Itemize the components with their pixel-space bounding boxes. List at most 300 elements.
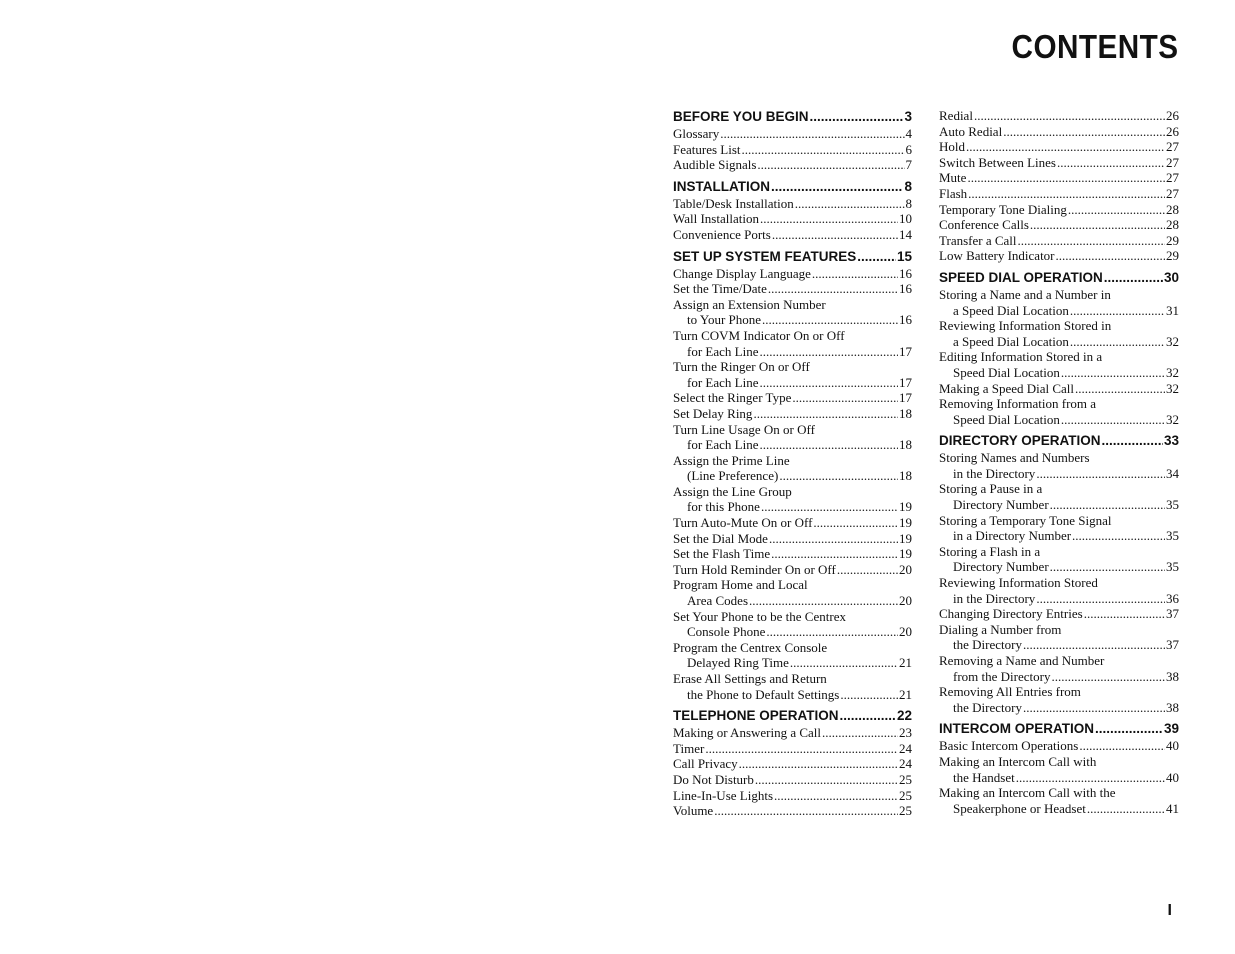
toc-entry-line	[939, 202, 1179, 218]
section-page-number: 22	[896, 708, 912, 724]
toc-entry-text: Redial	[939, 108, 973, 123]
toc-entry-text: for this Phone	[687, 499, 760, 515]
dot-leader	[705, 741, 898, 757]
toc-entry-line	[673, 281, 912, 297]
toc-entry-text: Features List	[673, 141, 741, 157]
toc-entry[interactable]	[673, 126, 912, 142]
toc-entry[interactable]	[673, 577, 912, 608]
toc-entry-text: Set Delay Ring	[673, 405, 753, 421]
toc-entry-line	[673, 772, 912, 788]
toc-entry[interactable]	[939, 318, 1179, 349]
dot-leader	[749, 593, 898, 609]
toc-entry[interactable]	[673, 157, 912, 173]
dot-leader	[822, 725, 898, 741]
section-page-number: 33	[1163, 433, 1179, 449]
toc-entry[interactable]	[673, 227, 912, 243]
toc-entry-line	[939, 513, 1179, 529]
toc-entry-line	[673, 453, 912, 469]
dot-leader	[1023, 700, 1165, 716]
toc-entry-text: Set Your Phone to be the Centrex	[673, 608, 846, 624]
section-page-number: 8	[904, 178, 912, 194]
toc-entry-line	[939, 287, 1179, 303]
toc-entry-text: Storing a Pause in a	[939, 481, 1043, 497]
toc-page-number: 17	[899, 374, 912, 390]
toc-entry[interactable]	[673, 328, 912, 359]
dot-leader	[1057, 155, 1165, 171]
toc-entry-line	[939, 544, 1179, 560]
dot-leader	[1036, 466, 1165, 482]
toc-entry[interactable]	[673, 609, 912, 640]
toc-entry-text: Erase All Settings and Return	[673, 671, 827, 686]
toc-entry[interactable]	[939, 684, 1179, 715]
toc-entry-line	[939, 700, 1179, 716]
dot-leader	[1072, 528, 1165, 544]
toc-entry-line	[673, 562, 912, 578]
toc-entry-text: Volume	[673, 803, 714, 819]
toc-entry[interactable]	[673, 297, 912, 328]
toc-entry-text: Storing a Flash in a	[939, 543, 1041, 559]
dot-leader	[1016, 770, 1165, 786]
toc-entry-line	[939, 349, 1179, 365]
toc-entry[interactable]	[939, 248, 1179, 264]
toc-entry-line	[939, 606, 1179, 622]
toc-page-number: 19	[899, 546, 912, 562]
toc-entry-line	[939, 303, 1179, 319]
toc-entry[interactable]	[939, 349, 1179, 380]
toc-entry-text: Editing Information Stored in a	[939, 349, 1103, 365]
toc-entry-text: for Each Line	[687, 437, 759, 453]
toc-entry-text: Line-In-Use Lights	[673, 787, 774, 803]
toc-entry-line	[939, 622, 1179, 638]
dot-leader	[766, 624, 898, 640]
toc-entry[interactable]	[673, 142, 912, 158]
section-heading-text: DIRECTORY OPERATION	[939, 433, 1101, 449]
toc-page-number: 6	[905, 141, 912, 157]
toc-entry[interactable]	[673, 803, 912, 819]
toc-entry[interactable]	[939, 139, 1179, 155]
toc-page-number: 34	[1166, 465, 1179, 481]
toc-entry[interactable]	[939, 124, 1179, 140]
dot-leader	[810, 108, 904, 126]
toc-entry[interactable]	[673, 772, 912, 788]
dot-leader	[1070, 303, 1165, 319]
toc-page-number: 16	[899, 312, 912, 328]
toc-page-number: 24	[899, 740, 912, 756]
toc-entry[interactable]	[673, 640, 912, 671]
toc-entry-line	[673, 157, 912, 173]
toc-entry-text: Turn Hold Reminder On or Off	[673, 561, 836, 577]
toc-entry-text: Area Codes	[687, 593, 749, 609]
toc-entry[interactable]	[673, 406, 912, 422]
dot-leader	[720, 126, 904, 142]
toc-entry-line	[673, 437, 912, 453]
toc-page-number: 16	[899, 281, 912, 297]
dot-leader	[1068, 202, 1165, 218]
dot-leader	[768, 281, 898, 297]
toc-entry-line	[673, 725, 912, 741]
toc-entry-line	[673, 359, 912, 375]
toc-page-number: 24	[899, 756, 912, 772]
toc-page-number: 18	[899, 405, 912, 421]
dot-leader	[779, 468, 898, 484]
section-heading-text: INSTALLATION	[673, 178, 770, 194]
toc-section	[673, 248, 912, 703]
dot-leader	[714, 803, 898, 819]
toc-entry[interactable]	[939, 108, 1179, 124]
dot-leader	[966, 139, 1165, 155]
toc-section	[673, 707, 912, 819]
section-heading-text: SET UP SYSTEM FEATURES	[673, 248, 857, 264]
toc-entry-line	[673, 756, 912, 772]
toc-page-number: 26	[1166, 108, 1179, 123]
toc-entry[interactable]	[673, 531, 912, 547]
toc-page-number: 25	[899, 803, 912, 819]
toc-entry-text: Assign an Extension Number	[673, 296, 826, 312]
toc-entry[interactable]	[673, 196, 912, 212]
toc-page-number: 37	[1166, 606, 1179, 622]
dot-leader	[755, 772, 898, 788]
toc-entry[interactable]	[939, 381, 1179, 397]
dot-leader	[1087, 801, 1165, 817]
section-heading[interactable]	[939, 269, 1179, 287]
dot-leader	[837, 562, 898, 578]
dot-leader	[760, 211, 898, 227]
dot-leader	[1018, 233, 1165, 249]
toc-entry-text: Speed Dial Location	[953, 411, 1060, 427]
toc-entry-text: Switch Between Lines	[939, 154, 1056, 170]
dot-leader	[968, 186, 1165, 202]
toc-entry-line	[673, 406, 912, 422]
dot-leader	[774, 788, 898, 804]
toc-entry-line	[673, 515, 912, 531]
toc-entry[interactable]	[939, 622, 1179, 653]
toc-entry-text: Flash	[939, 185, 968, 201]
toc-entry-text: Changing Directory Entries	[939, 606, 1083, 622]
toc-entry-text: Set the Flash Time	[673, 546, 771, 562]
toc-entry-text: Set the Time/Date	[673, 281, 767, 297]
toc-entry-line	[939, 334, 1179, 350]
toc-entry[interactable]	[939, 450, 1179, 481]
section-page-number: 30	[1163, 269, 1179, 285]
toc-page-number: 35	[1166, 559, 1179, 575]
dot-leader	[759, 437, 898, 453]
toc-entry-text: to Your Phone	[687, 312, 762, 328]
toc-entry-text: Directory Number	[953, 497, 1049, 513]
toc-entry-text: Speakerphone or Headset	[953, 800, 1086, 816]
dot-leader	[771, 546, 898, 562]
dot-leader	[1050, 497, 1165, 513]
toc-page-number: 21	[899, 655, 912, 671]
toc-page-number: 17	[899, 343, 912, 359]
section-heading[interactable]	[939, 720, 1179, 738]
toc-entry-line	[673, 422, 912, 438]
toc-entry-line	[673, 499, 912, 515]
section-page-number: 15	[896, 248, 912, 264]
dot-leader	[769, 531, 898, 547]
toc-page-number: 19	[899, 515, 912, 531]
toc-entry-line	[939, 186, 1179, 202]
toc-entry[interactable]	[939, 785, 1179, 816]
toc-entry[interactable]	[939, 653, 1179, 684]
toc-entry[interactable]	[673, 546, 912, 562]
section-heading[interactable]	[939, 432, 1179, 450]
toc-section	[939, 108, 1179, 264]
toc-entry-text: the Phone to Default Settings	[687, 686, 840, 702]
toc-page-number: 35	[1166, 528, 1179, 544]
toc-entry[interactable]	[673, 211, 912, 227]
toc-entry[interactable]	[939, 155, 1179, 171]
dot-leader	[812, 266, 898, 282]
dot-leader	[840, 687, 898, 703]
toc-page-number: 14	[899, 226, 912, 242]
dot-leader	[1070, 334, 1165, 350]
toc-section	[939, 269, 1179, 427]
toc-entry-line	[673, 328, 912, 344]
toc-entry-text: Wall Installation	[673, 211, 759, 227]
toc-entry-line	[939, 170, 1179, 186]
section-heading-text: SPEED DIAL OPERATION	[939, 269, 1103, 285]
toc-entry-line	[673, 687, 912, 703]
toc-entry[interactable]	[673, 453, 912, 484]
toc-page-number: 10	[899, 211, 912, 227]
toc-entry-text: Convenience Ports	[673, 226, 771, 242]
toc-entry[interactable]	[673, 671, 912, 702]
toc-entry[interactable]	[939, 287, 1179, 318]
toc-entry[interactable]	[673, 725, 912, 741]
toc-entry[interactable]	[673, 422, 912, 453]
toc-entry-line	[939, 466, 1179, 482]
toc-entry-line	[939, 637, 1179, 653]
toc-page-number: 20	[899, 624, 912, 640]
toc-entry-line	[673, 577, 912, 593]
dot-leader	[753, 406, 898, 422]
toc-entry-text: Transfer a Call	[939, 232, 1017, 248]
page-number: I	[1167, 902, 1172, 919]
dot-leader	[1003, 124, 1165, 140]
toc-entry-line	[939, 653, 1179, 669]
toc-entry-text: Hold	[939, 139, 965, 155]
toc-entry-text: the Handset	[953, 769, 1015, 785]
toc-entry-text: Console Phone	[687, 624, 766, 640]
toc-entry-line	[673, 375, 912, 391]
toc-entry-line	[939, 754, 1179, 770]
toc-entry-text: Do Not Disturb	[673, 771, 754, 787]
toc-page-number: 27	[1166, 170, 1179, 186]
toc-entry-line	[673, 142, 912, 158]
toc-entry-line	[673, 196, 912, 212]
dot-leader	[1030, 217, 1165, 233]
toc-entry[interactable]	[673, 741, 912, 757]
toc-page-number: 16	[899, 265, 912, 281]
toc-entry-text: Conference Calls	[939, 217, 1029, 233]
dot-leader	[1056, 248, 1165, 264]
toc-page-number: 25	[899, 771, 912, 787]
toc-entry[interactable]	[939, 396, 1179, 427]
toc-entry-text: Change Display Language	[673, 265, 811, 281]
toc-entry-line	[939, 381, 1179, 397]
toc-entry-text: (Line Preference)	[687, 468, 779, 484]
toc-page-number: 18	[899, 468, 912, 484]
toc-entry-text: Removing All Entries from	[939, 684, 1081, 700]
toc-page-number: 36	[1166, 590, 1179, 606]
toc-column-right	[939, 108, 1179, 821]
toc-page-number: 32	[1166, 364, 1179, 380]
toc-entry[interactable]	[673, 788, 912, 804]
toc-page-number: 25	[899, 787, 912, 803]
toc-page-number: 7	[905, 157, 912, 173]
dot-leader	[1084, 606, 1165, 622]
toc-entry[interactable]	[939, 186, 1179, 202]
toc-page-number: 20	[899, 593, 912, 609]
dot-leader	[1036, 591, 1165, 607]
toc-entry-text: Reviewing Information Stored in	[939, 318, 1112, 334]
toc-page-number: 41	[1166, 800, 1179, 816]
toc-page-number: 27	[1166, 185, 1179, 201]
toc-entry-text: Call Privacy	[673, 756, 738, 772]
toc-entry-line	[939, 669, 1179, 685]
dot-leader	[1075, 381, 1165, 397]
toc-entry-line	[939, 412, 1179, 428]
toc-entry-line	[939, 318, 1179, 334]
toc-entry[interactable]	[673, 484, 912, 515]
toc-entry-text: Reviewing Information Stored	[939, 575, 1098, 591]
toc-entry-line	[939, 801, 1179, 817]
toc-entry-line	[673, 788, 912, 804]
dot-leader	[795, 196, 905, 212]
toc-entry-text: Program Home and Local	[673, 577, 808, 593]
toc-entry[interactable]	[939, 606, 1179, 622]
toc-entry-text: Storing a Name and a Number in	[939, 286, 1111, 302]
toc-entry[interactable]	[939, 754, 1179, 785]
toc-entry-text: Turn COVM Indicator On or Off	[673, 327, 845, 343]
toc-entry[interactable]	[939, 481, 1179, 512]
toc-section	[939, 720, 1179, 816]
toc-entry[interactable]	[673, 515, 912, 531]
toc-entry-text: Making an Intercom Call with the	[939, 785, 1116, 801]
section-heading[interactable]	[673, 248, 912, 266]
toc-entry-text: Low Battery Indicator	[939, 248, 1055, 264]
dot-leader	[1061, 365, 1165, 381]
toc-page-number: 8	[905, 195, 912, 211]
toc-entry-line	[939, 139, 1179, 155]
toc-entry-text: Auto Redial	[939, 123, 1003, 139]
toc-entry-text: Basic Intercom Operations	[939, 738, 1079, 754]
toc-entry-line	[939, 684, 1179, 700]
toc-page-number: 19	[899, 530, 912, 546]
toc-entry-line	[673, 741, 912, 757]
toc-entry-text: Removing a Name and Number	[939, 653, 1105, 668]
section-heading[interactable]	[673, 707, 912, 725]
toc-entry-text: Directory Number	[953, 559, 1049, 575]
toc-entry[interactable]	[939, 544, 1179, 575]
toc-entry[interactable]	[673, 390, 912, 406]
toc-entry[interactable]	[673, 281, 912, 297]
section-heading[interactable]	[673, 178, 912, 196]
toc-entry[interactable]	[939, 170, 1179, 186]
toc-entry[interactable]	[939, 202, 1179, 218]
toc-entry-text: Audible Signals	[673, 157, 757, 173]
toc-entry[interactable]	[939, 575, 1179, 606]
toc-entry[interactable]	[673, 266, 912, 282]
toc-entry-line	[939, 450, 1179, 466]
toc-entry-line	[939, 738, 1179, 754]
toc-page-number: 32	[1166, 380, 1179, 396]
toc-entry-text: Assign the Line Group	[673, 483, 792, 499]
dot-leader	[813, 515, 898, 531]
toc-page-number: 17	[899, 390, 912, 406]
toc-entry-line	[673, 126, 912, 142]
toc-entry-text: the Directory	[953, 637, 1022, 653]
toc-entry[interactable]	[673, 359, 912, 390]
dot-leader	[742, 142, 905, 158]
dot-leader	[974, 108, 1165, 124]
toc-entry[interactable]	[673, 562, 912, 578]
toc-entry[interactable]	[673, 756, 912, 772]
toc-entry-text: Making or Answering a Call	[673, 725, 822, 741]
toc-entry-line	[939, 591, 1179, 607]
toc-page-number: 21	[899, 686, 912, 702]
toc-entry-text: Program the Centrex Console	[673, 639, 828, 655]
toc-page-number: 26	[1166, 123, 1179, 139]
dot-leader	[792, 390, 898, 406]
toc-entry-text: Set the Dial Mode	[673, 530, 768, 546]
toc-entry-line	[673, 546, 912, 562]
section-heading-text: TELEPHONE OPERATION	[673, 708, 839, 724]
toc-entry-text: Delayed Ring Time	[687, 655, 789, 671]
toc-entry-line	[673, 655, 912, 671]
toc-entry-line	[673, 640, 912, 656]
dot-leader	[967, 170, 1165, 186]
toc-entry-line	[939, 124, 1179, 140]
toc-page-number: 38	[1166, 699, 1179, 715]
toc-entry-text: Glossary	[673, 126, 720, 141]
dot-leader	[757, 157, 904, 173]
dot-leader	[759, 375, 898, 391]
toc-entry-text: Select the Ringer Type	[673, 390, 792, 406]
toc-page-number: 40	[1166, 738, 1179, 754]
toc-entry-line	[939, 155, 1179, 171]
page-title: CONTENTS	[1011, 28, 1178, 65]
toc-page-number: 27	[1166, 139, 1179, 155]
toc-page-number: 32	[1166, 333, 1179, 349]
toc-entry[interactable]	[939, 233, 1179, 249]
toc-entry-line	[673, 593, 912, 609]
section-heading[interactable]	[673, 108, 912, 126]
toc-entry-line	[939, 396, 1179, 412]
toc-entry-line	[939, 217, 1179, 233]
toc-entry-line	[673, 484, 912, 500]
toc-entry-line	[939, 528, 1179, 544]
dot-leader	[1102, 432, 1163, 450]
toc-entry[interactable]	[939, 217, 1179, 233]
toc-entry-text: Removing Information from a	[939, 396, 1097, 412]
toc-entry-line	[939, 559, 1179, 575]
toc-entry[interactable]	[939, 513, 1179, 544]
toc-entry-line	[673, 390, 912, 406]
dot-leader	[762, 312, 898, 328]
toc-entry[interactable]	[939, 738, 1179, 754]
dot-leader	[1061, 412, 1165, 428]
toc-entry-line	[673, 344, 912, 360]
toc-entry-line	[673, 227, 912, 243]
toc-entry-line	[939, 497, 1179, 513]
toc-entry-line	[939, 575, 1179, 591]
toc-entry-line	[673, 312, 912, 328]
toc-page-number: 27	[1166, 154, 1179, 170]
toc-page-number: 40	[1166, 769, 1179, 785]
toc-entry-text: for Each Line	[687, 343, 759, 359]
toc-entry-line	[673, 609, 912, 625]
